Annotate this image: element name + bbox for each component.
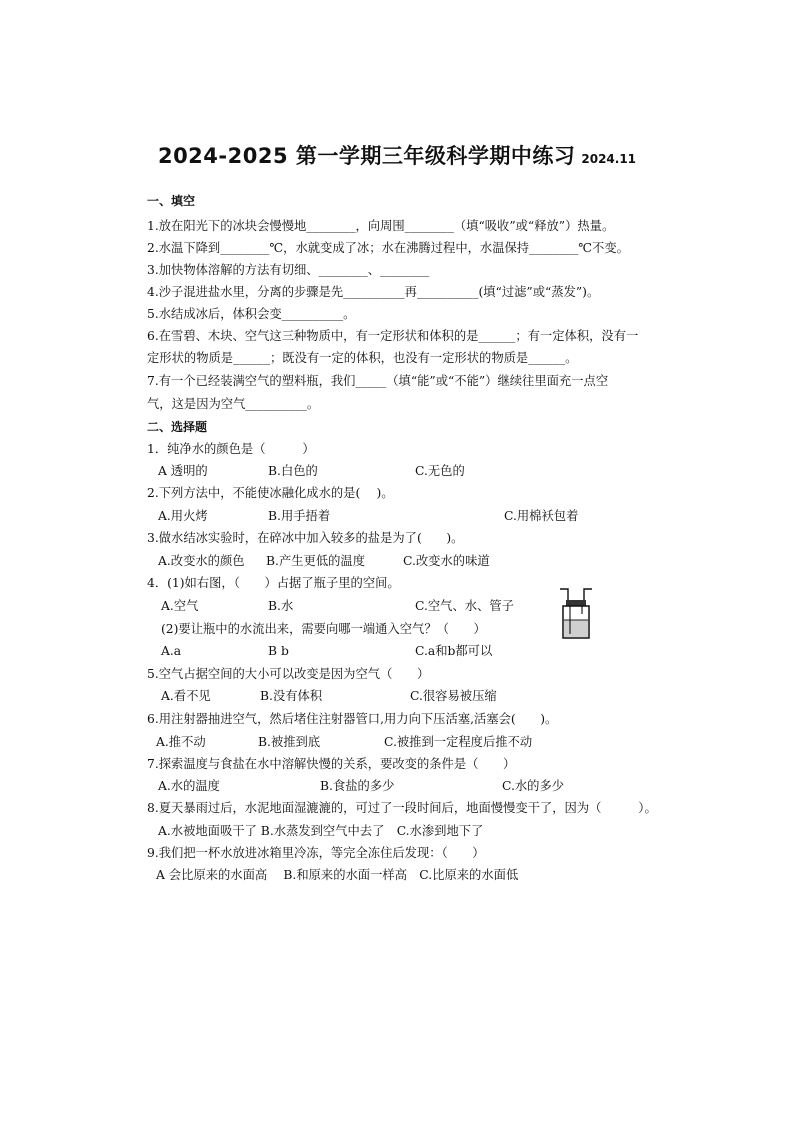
- fill-item-7b: 气，这是因为空气__________。: [147, 397, 320, 411]
- fill-item-2: 2.水温下降到________℃，水就变成了冰；水在沸腾过程中，水温保持________℃不变。: [147, 241, 629, 255]
- question-9-options: A 会比原来的水面高 B.和原来的水面一样高 C.比原来的水面低: [156, 868, 519, 882]
- fill-item-6b: 定形状的物质是______；既没有一定的体积，也没有一定形状的物质是______。: [147, 351, 578, 365]
- question-8-stem: 8.夏天暴雨过后，水泥地面湿漉漉的，可过了一段时间后，地面慢慢变干了，因为（ ）。: [147, 801, 657, 815]
- section-heading-choice: 二、选择题: [147, 420, 208, 434]
- question-4-part2-stem: (2)要让瓶中的水流出来，需要向哪一端通入空气？（ ）: [161, 622, 486, 636]
- question-1-option-c: C.无色的: [415, 464, 465, 478]
- question-3-option-b: B.产生更低的温度: [266, 554, 366, 568]
- exam-title: [0, 140, 794, 170]
- question-6-option-b: B.被推到底: [258, 735, 321, 749]
- question-6-option-a: A.推不动: [156, 735, 206, 749]
- question-4-stem: 4．(1)如右图，（ ）占据了瓶子里的空间。: [147, 576, 400, 590]
- title-text: 2024-2025 第一学期三年级科学期中练习: [157, 144, 576, 168]
- exam-date: 2024.11: [581, 152, 637, 166]
- fill-item-3: 3.加快物体溶解的方法有切细、________、________: [147, 263, 430, 277]
- fill-item-6a: 6.在雪碧、木块、空气这三种物质中，有一定形状和体积的是______；有一定体积，没有一: [147, 329, 639, 343]
- question-7-stem: 7.探索温度与食盐在水中溶解快慢的关系，要改变的条件是（ ）: [147, 757, 516, 771]
- question-7-option-a: A.水的温度: [158, 779, 220, 793]
- question-3-stem: 3.做水结冰实验时，在碎冰中加入较多的盐是为了( )。: [147, 531, 464, 545]
- question-4-part2-option-a: A.a: [161, 644, 182, 658]
- question-2-option-b: B.用手捂着: [268, 509, 331, 523]
- fill-item-7a: 7.有一个已经装满空气的塑料瓶，我们_____（填“能”或“不能”）继续往里面充一点空: [147, 374, 609, 388]
- question-1-option-a: A 透明的: [158, 464, 208, 478]
- question-6-stem: 6.用注射器抽进空气，然后堵住注射器管口,用力向下压活塞,活塞会( )。: [147, 712, 558, 726]
- question-7-option-b: B.食盐的多少: [320, 779, 395, 793]
- fill-item-4: 4.沙子混进盐水里，分离的步骤是先__________再__________(填“过滤”或“蒸发”)。: [147, 285, 600, 299]
- question-4-part2-option-b: B b: [268, 644, 289, 658]
- question-8-options: A.水被地面吸干了 B.水蒸发到空气中去了 C.水渗到地下了: [158, 824, 484, 838]
- question-3-option-c: C.改变水的味道: [403, 554, 490, 568]
- question-1-stem: 1．纯净水的颜色是（ ）: [147, 442, 315, 456]
- question-6-option-c: C.被推到一定程度后推不动: [384, 735, 533, 749]
- question-2-stem: 2.下列方法中，不能使冰融化成水的是( )。: [147, 486, 394, 500]
- question-5-option-c: C.很容易被压缩: [410, 689, 497, 703]
- question-4-option-c: C.空气、水、管子: [415, 599, 514, 613]
- question-4-option-b: B.水: [268, 599, 294, 613]
- gas-washing-bottle-icon: [558, 586, 594, 640]
- section-heading-fill-blank: 一、填空: [147, 194, 196, 208]
- question-5-stem: 5.空气占据空间的大小可以改变是因为空气（ ）: [147, 667, 430, 681]
- question-2-option-c: C.用棉袄包着: [504, 509, 579, 523]
- question-2-option-a: A.用火烤: [158, 509, 208, 523]
- question-9-stem: 9.我们把一杯水放进冰箱里冷冻，等完全冻住后发现：（ ）: [147, 846, 485, 860]
- question-1-option-b: B.白色的: [268, 464, 318, 478]
- question-4-option-a: A.空气: [161, 599, 199, 613]
- question-5-option-b: B.没有体积: [260, 689, 323, 703]
- fill-item-1: 1.放在阳光下的冰块会慢慢地________，向周围________（填“吸收”或“释放”）热量。: [147, 219, 615, 233]
- question-3-option-a: A.改变水的颜色: [158, 554, 245, 568]
- question-5-option-a: A.看不见: [161, 689, 211, 703]
- question-4-part2-option-c: C.a和b都可以: [415, 644, 493, 658]
- question-7-option-c: C.水的多少: [502, 779, 565, 793]
- fill-item-5: 5.水结成冰后，体积会变__________。: [147, 307, 356, 321]
